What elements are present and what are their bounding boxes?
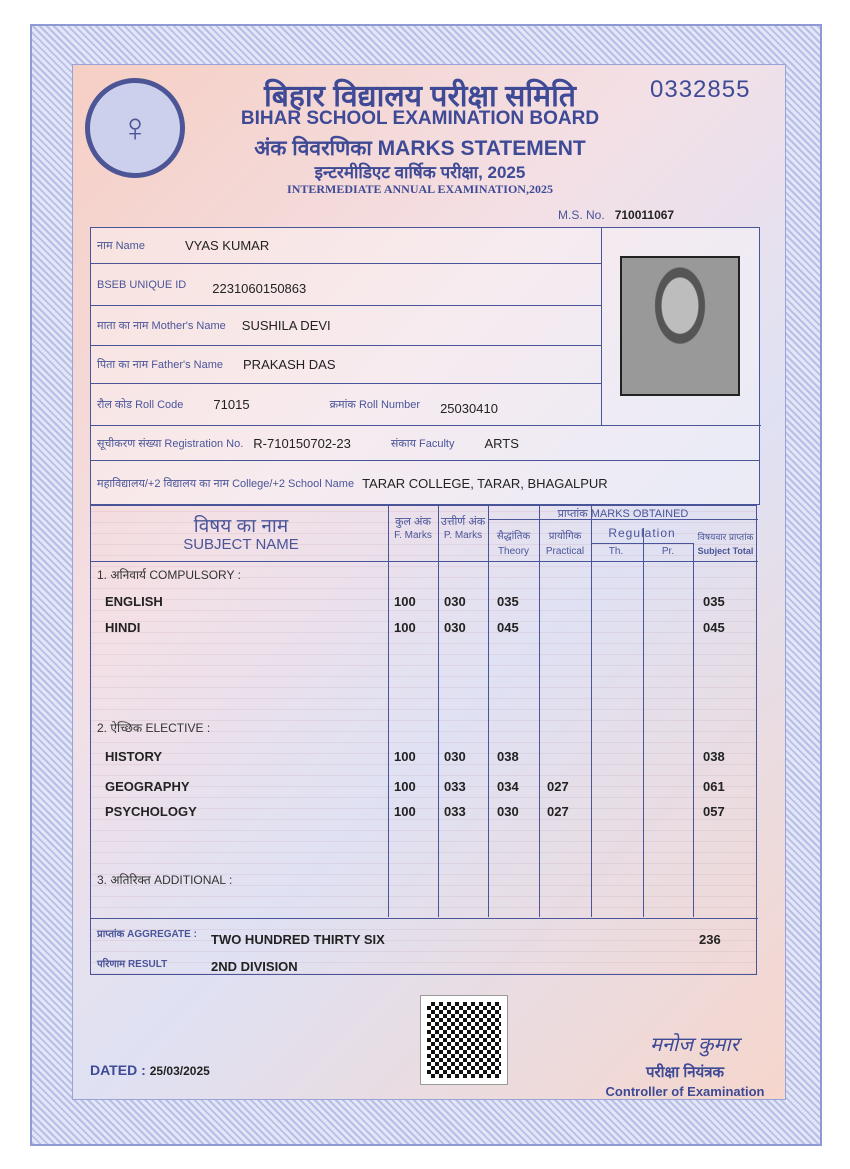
practical-header: Practical	[545, 546, 585, 557]
marks-cell-f: 100	[394, 779, 416, 794]
registration-label: सूचीकरण संख्या Registration No.	[97, 437, 244, 450]
subject-header: SUBJECT NAME	[183, 536, 299, 553]
marks-cell-theory: 035	[497, 594, 519, 609]
marks-cell-p: 033	[444, 804, 466, 819]
uid-row	[91, 264, 601, 306]
statement-title: अंक विवरणिका MARKS STATEMENT	[254, 137, 586, 160]
f-marks-header-hindi: कुल अंक	[395, 516, 431, 528]
marks-cell-practical: 027	[547, 779, 569, 794]
marks-cell-total: 038	[703, 749, 725, 764]
subject-total-header-hindi: विषयवार प्राप्तांक	[697, 532, 754, 542]
regulation-header: Regulation	[608, 526, 676, 540]
practical-header-hindi: प्रायोगिक	[548, 531, 582, 542]
marks-cell-p: 030	[444, 620, 466, 635]
exam-title: INTERMEDIATE ANNUAL EXAMINATION,2025	[287, 182, 553, 196]
student-photo	[620, 256, 740, 396]
marks-cell-practical: 027	[547, 804, 569, 819]
date-label: DATED :	[90, 1062, 146, 1078]
marks-cell-theory: 034	[497, 779, 519, 794]
marks-cell-subject: HISTORY	[105, 749, 163, 764]
result-value: 2ND DIVISION	[211, 959, 298, 974]
date-value: 25/03/2025	[149, 1064, 210, 1078]
qr-code	[420, 995, 508, 1085]
marks-cell-f: 100	[394, 804, 416, 819]
board-seal-icon: ♀	[85, 78, 185, 178]
serial-number: 0332855	[650, 76, 751, 103]
controller-title: Controller of Examination	[605, 1084, 765, 1099]
regulation-pr-header: Pr.	[661, 546, 675, 557]
mother-value: SUSHILA DEVI	[241, 318, 331, 333]
date	[90, 1062, 210, 1078]
name-label: नाम Name	[97, 240, 145, 252]
uid-value: 2231060150863	[212, 281, 307, 296]
college-label: महाविद्यालय/+2 विद्यालय का नाम College/+2 School Name	[97, 477, 355, 490]
marks-cell-f: 100	[394, 620, 416, 635]
college-row	[91, 461, 759, 505]
result-label: परिणाम RESULT	[97, 959, 168, 970]
roll-code-value: 71015	[213, 397, 250, 412]
marks-cell-f: 100	[394, 594, 416, 609]
mother-label: माता का नाम Mother's Name	[97, 320, 226, 332]
registration-value: R-710150702-23	[253, 435, 351, 451]
mother-row	[91, 306, 601, 346]
father-label: पिता का नाम Father's Name	[97, 359, 224, 371]
marks-cell-total: 035	[703, 594, 725, 609]
aggregate-label: प्राप्तांक AGGREGATE :	[97, 929, 197, 940]
marks-cell-subject: ENGLISH	[105, 594, 163, 609]
p-marks-header-hindi: उत्तीर्ण अंक	[440, 516, 486, 528]
exam-title-hindi: इन्टरमीडिएट वार्षिक परीक्षा, 2025	[314, 163, 526, 182]
marks-cell-p: 030	[444, 594, 466, 609]
marks-cell-p: 033	[444, 779, 466, 794]
marks-cell-p: 030	[444, 749, 466, 764]
marks-obtained-header: प्राप्तांक MARKS OBTAINED	[557, 508, 689, 520]
marks-cell-f: 100	[394, 749, 416, 764]
college-value: TARAR COLLEGE, TARAR, BHAGALPUR	[362, 475, 608, 491]
section-label: 1. अनिवार्य COMPULSORY :	[97, 568, 241, 582]
f-marks-header: F. Marks	[394, 530, 432, 541]
section-label: 2. ऐच्छिक ELECTIVE :	[97, 721, 211, 735]
section-label: 3. अतिरिक्त ADDITIONAL :	[97, 873, 233, 887]
uid-label: BSEB UNIQUE ID	[97, 278, 187, 291]
father-value: PRAKASH DAS	[243, 357, 336, 372]
roll-number-value: 25030410	[440, 401, 498, 416]
roll-code-label: रौल कोड Roll Code	[97, 399, 184, 411]
aggregate-words: TWO HUNDRED THIRTY SIX	[211, 932, 385, 947]
roll-row	[91, 384, 601, 426]
theory-header: Theory	[497, 546, 530, 557]
marks-cell-theory: 038	[497, 749, 519, 764]
marks-table	[90, 505, 757, 975]
student-info	[90, 227, 760, 505]
board-title-hindi: बिहार विद्यालय परीक्षा समिति	[264, 80, 576, 113]
marks-cell-total: 061	[703, 779, 725, 794]
ms-label: M.S. No.	[558, 208, 605, 222]
marks-cell-subject: HINDI	[105, 620, 141, 635]
roll-number-label: क्रमांक Roll Number	[329, 399, 421, 411]
aggregate-total: 236	[699, 932, 721, 947]
signature: मनोज कुमार	[650, 1034, 739, 1056]
controller-title-hindi: परीक्षा नियंत्रक	[645, 1064, 725, 1081]
subject-header-hindi: विषय का नाम	[193, 516, 289, 537]
subject-total-header: Subject Total	[697, 546, 754, 556]
faculty-value: ARTS	[484, 435, 519, 451]
ms-value: 710011067	[614, 208, 675, 222]
name-row	[91, 228, 601, 264]
marks-cell-subject: PSYCHOLOGY	[105, 804, 197, 819]
name-value: VYAS KUMAR	[184, 238, 270, 253]
p-marks-header: P. Marks	[443, 530, 483, 541]
board-title: BIHAR SCHOOL EXAMINATION BOARD	[240, 108, 600, 129]
marks-cell-total: 057	[703, 804, 725, 819]
ms-number	[558, 208, 674, 222]
marks-cell-total: 045	[703, 620, 725, 635]
marks-cell-subject: GEOGRAPHY	[105, 779, 190, 794]
theory-header-hindi: सैद्धांतिक	[496, 531, 531, 542]
father-row	[91, 346, 601, 384]
regulation-th-header: Th.	[608, 546, 624, 557]
marks-cell-theory: 045	[497, 620, 519, 635]
student-photo-cell	[601, 228, 761, 426]
marks-cell-theory: 030	[497, 804, 519, 819]
registration-row	[91, 426, 759, 461]
faculty-label: संकाय Faculty	[390, 437, 455, 450]
